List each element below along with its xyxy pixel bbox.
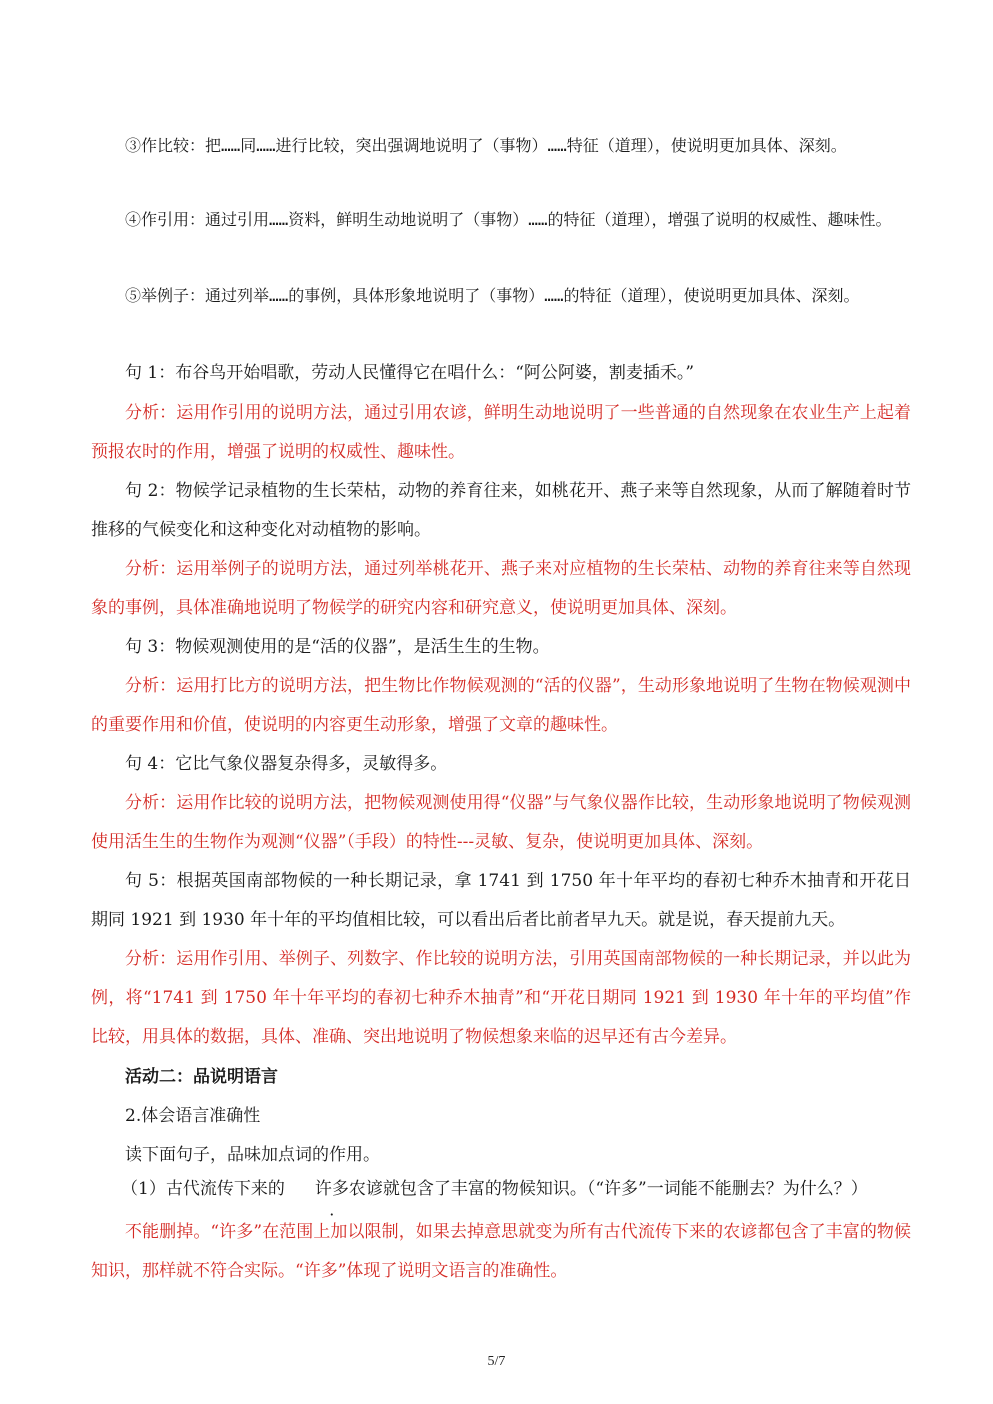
analysis-5: 分析：运用作引用、举例子、列数字、作比较的说明方法，引用英国南部物候的一种长期记录，并以此为例，将“1741 到 1750 年十年平均的春初七种乔木抽青”和“开花日期同 1921 到 1930 年十年的平均值”作比较，用具体的数据，具体、准确、突出地说明了物候想象来临的迟早还有古今差异。	[91, 949, 911, 1047]
dotted-word: 许多	[314, 1179, 349, 1199]
activity-instruction: 读下面句子，品味加点词的作用。	[125, 1145, 380, 1165]
sentence-5: 句 5：根据英国南部物候的一种长期记录，拿 1741 到 1750 年十年平均的春初七种乔木抽青和开花日期同 1921 到 1930 年十年的平均值相比较，可以看出后者比前者早九天。就是说，春天提前九天。	[91, 871, 911, 930]
analysis-4: 分析：运用作比较的说明方法，把物候观测使用得“仪器”与气象仪器作比较，生动形象地说明了物候观测使用活生生的生物作为观测“仪器”（手段）的特性---灵敏、复杂，使说明更加具体、深刻。	[91, 793, 911, 852]
analysis-2: 分析：运用举例子的说明方法，通过列举桃花开、燕子来对应植物的生长荣枯、动物的养育往来等自然现象的事例，具体准确地说明了物候学的研究内容和研究意义，使说明更加具体、深刻。	[91, 559, 911, 618]
activity-subtitle: 2.体会语言准确性	[125, 1106, 261, 1126]
analysis-1: 分析：运用作引用的说明方法，通过引用农谚，鲜明生动地说明了一些普通的自然现象在农业生产上起着预报农时的作用，增强了说明的权威性、趣味性。	[91, 403, 911, 462]
activity-title: 活动二：品说明语言	[125, 1067, 278, 1087]
sentence-3: 句 3：物候观测使用的是“活的仪器”，是活生生的生物。	[125, 637, 550, 657]
method-citation: ④作引用：通过引用……资料，鲜明生动地说明了（事物）……的特征（道理），增强了说明的权威性、趣味性。	[125, 210, 892, 229]
question-1-before: （1）古代流传下来的	[121, 1179, 285, 1199]
analysis-3: 分析：运用打比方的说明方法，把生物比作物候观测的“活的仪器”，生动形象地说明了生物在物候观测中的重要作用和价值，使说明的内容更生动形象，增强了文章的趣味性。	[91, 676, 911, 735]
answer-1: 不能删掉。“许多”在范围上加以限制，如果去掉意思就变为所有古代流传下来的农谚都包含了丰富的物候知识，那样就不符合实际。“许多”体现了说明文语言的准确性。	[91, 1222, 911, 1281]
question-1	[91, 1170, 911, 1209]
question-1-after: 农谚就包含了丰富的物候知识。（“许多”一词能不能删去？为什么？）	[348, 1179, 868, 1199]
page-number: 5/7	[487, 1354, 506, 1369]
method-comparison: ③作比较：把……同……进行比较，突出强调地说明了（事物）……特征（道理），使说明更加具体、深刻。	[125, 136, 847, 155]
method-example: ⑤举例子：通过列举……的事例，具体形象地说明了（事物）……的特征（道理），使说明更加具体、深刻。	[125, 286, 860, 305]
sentence-2: 句 2：物候学记录植物的生长荣枯，动物的养育往来，如桃花开、燕子来等自然现象，从而了解随着时节推移的气候变化和这种变化对动植物的影响。	[91, 481, 911, 540]
sentence-1: 句 1：布谷鸟开始唱歌，劳动人民懂得它在唱什么：“阿公阿婆，割麦插禾。”	[125, 363, 695, 383]
sentence-4: 句 4：它比气象仪器复杂得多，灵敏得多。	[125, 754, 448, 774]
